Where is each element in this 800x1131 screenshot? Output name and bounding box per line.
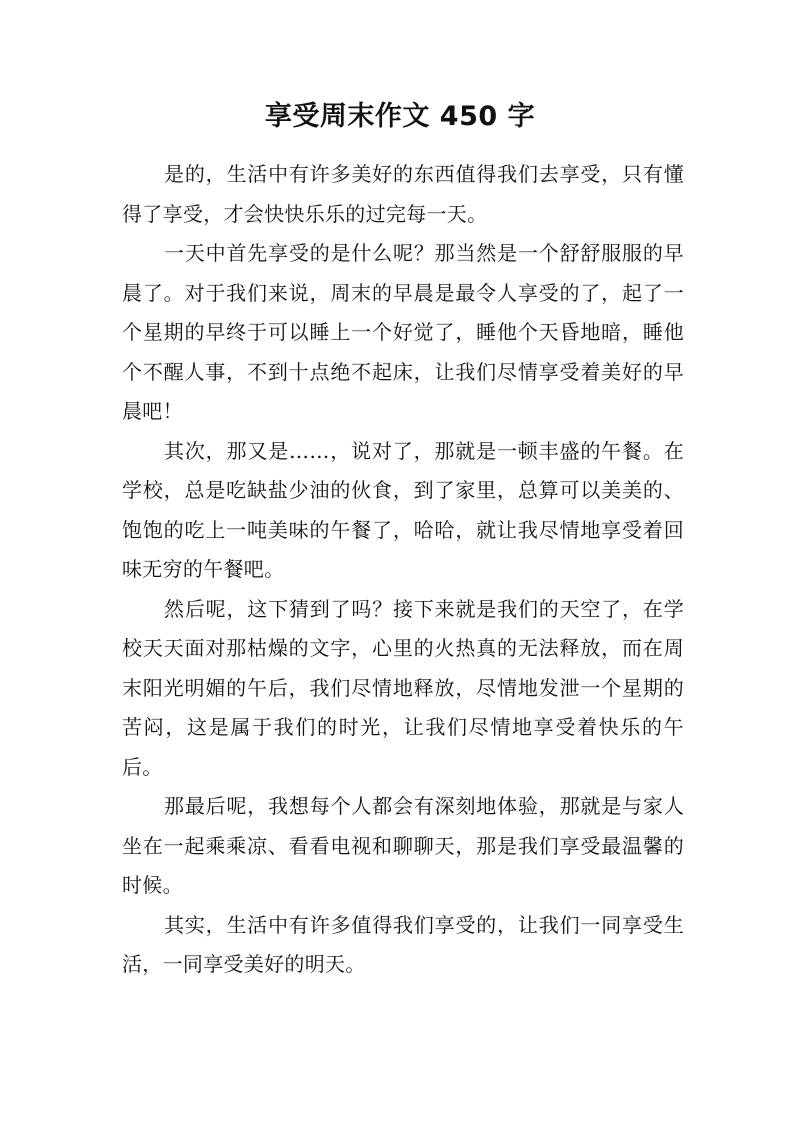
paragraph-3: 其次，那又是……，说对了，那就是一顿丰盛的午餐。在学校，总是吃缺盐少油的伙食，到了家里，总算可以美美的、饱饱的吃上一吨美味的午餐了，哈哈，就让我尽情地享受着回味无穷的午餐吧。	[122, 438, 684, 581]
document-body	[122, 155, 684, 985]
paragraph-4: 然后呢，这下猜到了吗？接下来就是我们的天空了，在学校天天面对那枯燥的文字，心里的火热真的无法释放，而在周末阳光明媚的午后，我们尽情地释放，尽情地发泄一个星期的苦闷，这是属于我们的时光，让我们尽情地享受着快乐的午后。	[122, 596, 684, 779]
paragraph-1: 是的，生活中有许多美好的东西值得我们去享受，只有懂得了享受，才会快快乐乐的过完每一天。	[122, 162, 684, 226]
paragraph-2: 一天中首先享受的是什么呢？那当然是一个舒舒服服的早晨了。对于我们来说，周末的早晨是最令人享受的了，起了一个星期的早终于可以睡上一个好觉了，睡他个天昏地暗，睡他个不醒人事，不到十点绝不起床，让我们尽情享受着美好的早晨吧！	[122, 241, 684, 423]
paragraph-6: 其实，生活中有许多值得我们享受的，让我们一同享受生活，一同享受美好的明天。	[122, 912, 684, 976]
document-title: 享受周末作文 450 字	[264, 101, 536, 132]
paragraph-5: 那最后呢，我想每个人都会有深刻地体验，那就是与家人坐在一起乘乘凉、看看电视和聊聊天，那是我们享受最温馨的时候。	[122, 794, 684, 897]
